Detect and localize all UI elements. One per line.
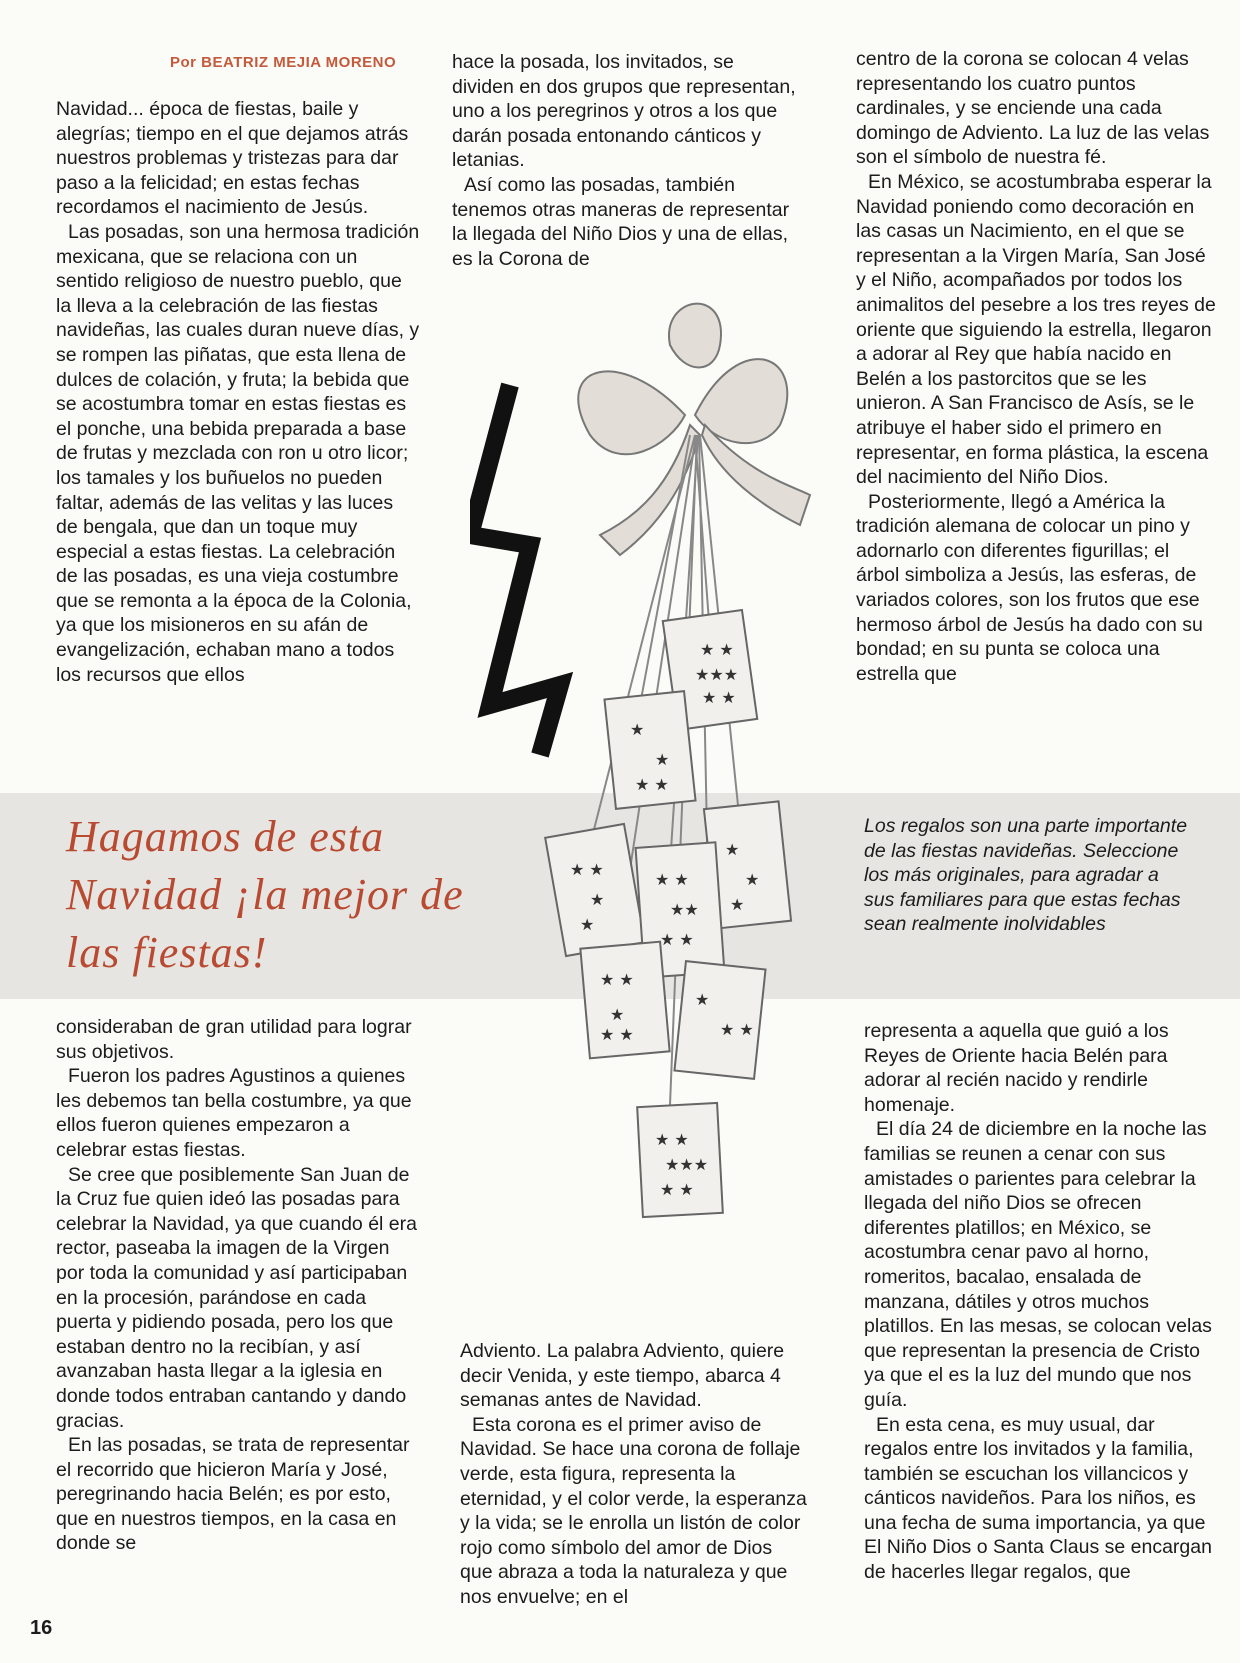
paragraph: Las posadas, son una hermosa tradición mexicana, que se relaciona con un sentido religioso de nuestro pueblo, que la lleva a la celebración de las fiestas navideñas, las cuales duran nueve días, y se rompen las piñatas, que esta llena de dulces de colación, y fruta; la bebida que se acostumbra tomar en estas fiestas es el ponche, una bebida preparada a base de frutas y mezclada con ron u otro licor; los tamales y los buñuelos no pueden faltar, además de las velitas y las luces de bengala, que dan un toque muy especial a estas fiestas. La celebración de las posadas, es una vieja costumbre que se remonta a la época de la Colonia, ya que los misioneros en su afán de evangelización, echaban mano a todos los recursos que ellos: [56, 220, 420, 686]
svg-text:★ ★: ★ ★: [635, 775, 669, 794]
column-1-top: [56, 97, 420, 687]
paragraph: En México, se acostumbraba esperar la Navidad poniendo como decoración en las casas un Nacimiento, en el que se representan a la Virgen María, San José y el Niño, acompañados por todos los animalitos del pesebre a los tres reyes de oriente que siguiendo la estrella, llegaron a adorar al Rey que había nacido en Belén a los pastorcitos que se les unieron. A San Francisco de Asís, se le atribuye el haber sido el primero en representar, en forma plástica, la escena del nacimiento del Niño Dios.: [856, 170, 1216, 489]
svg-text:★ ★: ★ ★: [600, 970, 634, 989]
gift-bags: [545, 610, 791, 1217]
paragraph: Así como las posadas, también tenemos otras maneras de representar la llegada del Niño Dios y una de ellas, es la Corona de: [452, 173, 790, 270]
svg-text:★: ★: [655, 750, 670, 769]
svg-text:★ ★: ★ ★: [702, 688, 736, 707]
svg-text:★: ★: [730, 895, 745, 914]
paragraph: En las posadas, se trata de representar el recorrido que hicieron María y José, peregrinando hacia Belén; es por esto, que en nuestros tiempos, en la casa en donde se: [56, 1434, 410, 1555]
photo-caption: Los regalos son una parte importante de las fiestas navideñas. Seleccione los más originales, para agradar a sus familiares para que estas fechas sean realmente inolvidables: [864, 815, 1188, 936]
column-2-bottom: [460, 1339, 810, 1610]
column-1-bottom: [56, 1015, 420, 1556]
svg-text:★ ★: ★ ★: [700, 640, 734, 659]
svg-text:★ ★: ★ ★: [720, 1020, 754, 1039]
svg-text:★: ★: [630, 720, 645, 739]
svg-text:★★★: ★★★: [665, 1155, 709, 1174]
paragraph: En esta cena, es muy usual, dar regalos entre los invitados y la familia, también se escuchan los villancicos y cánticos navideños. Para los niños, es una fecha de suma importancia, ya que El Niño Dios o Santa Claus se encargan de hacerles llegar regalos, que: [864, 1413, 1212, 1584]
svg-text:★ ★: ★ ★: [655, 870, 689, 889]
svg-text:★★: ★★: [670, 900, 699, 919]
paragraph: Esta corona es el primer aviso de Navidad. Se hace una corona de follaje verde, esta figura, representa la eternidad, y el color verde, la esperanza y la vida; se le enrolla un listón de color rojo como símbolo del amor de Dios que abraza a toda la naturaleza y que nos envuelve; en el: [460, 1413, 807, 1608]
paragraph: Posteriormente, llegó a América la tradición alemana de colocar un pino y adornarlo con diferentes figurillas; el árbol simboliza a Jesús, las esferas, de variados colores, son los frutos que ese hermoso árbol de Jesús ha dado con su bondad; en su punta se coloca una estrella que: [856, 490, 1203, 685]
paragraph: hace la posada, los invitados, se dividen en dos grupos que representan, uno a los peregrinos y otros a los que darán posada entonando cánticos y letanias.: [452, 51, 796, 172]
paragraph: consideraban de gran utilidad para lograr sus objetivos.: [56, 1016, 412, 1063]
svg-text:★: ★: [590, 890, 605, 909]
gift-bags-photo: [470, 285, 870, 1345]
svg-text:★: ★: [610, 1005, 625, 1024]
svg-text:★ ★: ★ ★: [660, 930, 694, 949]
svg-text:★: ★: [580, 915, 595, 934]
svg-text:★: ★: [745, 870, 760, 889]
svg-text:★: ★: [725, 840, 740, 859]
column-3-top: [856, 47, 1216, 686]
svg-text:★: ★: [695, 990, 710, 1009]
svg-text:★ ★: ★ ★: [660, 1180, 694, 1199]
paragraph: representa a aquella que guió a los Reyes de Oriente hacia Belén para adorar al recién nacido y rendirle homenaje.: [864, 1020, 1169, 1116]
paragraph: Navidad... época de fiestas, baile y alegrías; tiempo en el que dejamos atrás nuestros problemas y tristezas para dar paso a la felicidad; en estas fechas recordamos el nacimiento de Jesús.: [56, 98, 409, 219]
svg-text:★★★: ★★★: [695, 665, 739, 684]
paragraph: Adviento. La palabra Adviento, quiere decir Venida, y este tiempo, abarca 4 semanas antes de Navidad.: [460, 1340, 785, 1412]
paragraph: centro de la corona se colocan 4 velas representando los cuatro puntos cardinales, y se enciende una cada domingo de Adviento. La luz de las velas son el símbolo de nuestra fé.: [856, 48, 1210, 169]
svg-text:★ ★: ★ ★: [600, 1025, 634, 1044]
headline: Hagamos de esta Navidad ¡la mejor de las fiestas!: [66, 812, 464, 977]
svg-text:★ ★: ★ ★: [655, 1130, 689, 1149]
column-2-top: [452, 50, 797, 271]
page-number: 16: [30, 1617, 53, 1639]
svg-text:★ ★: ★ ★: [570, 860, 604, 879]
column-3-bottom: [864, 1019, 1220, 1585]
paragraph: Fueron los padres Agustinos a quienes les debemos tan bella costumbre, ya que ellos fueron quienes empezaron a celebrar estas fiestas.: [56, 1065, 412, 1161]
byline: Por BEATRIZ MEJIA MORENO: [170, 54, 397, 71]
paragraph: El día 24 de diciembre en la noche las familias se reunen a cenar con sus amistades o parientes para celebrar la llegada del niño Dios se ofrecen diferentes platillos; en México, se acostumbra cenar pavo al horno, romeritos, bacalao, ensalada de manzana, dátiles y otros muchos platillos. En las mesas, se colocan velas que representan la presencia de Cristo ya que el es la luz del mundo que nos guía.: [864, 1118, 1212, 1411]
paragraph: Se cree que posiblemente San Juan de la Cruz fue quien ideó las posadas para celebrar la Navidad, ya que cuando él era rector, paseaba la imagen de la Virgen por toda la comunidad y así participaban en la procesión, parándose en cada puerta y pidiendo posada, pero los que estaban dentro no la recibían, y así avanzaban hasta llegar a la iglesia en donde todos entraban cantando y dando gracias.: [56, 1163, 417, 1432]
